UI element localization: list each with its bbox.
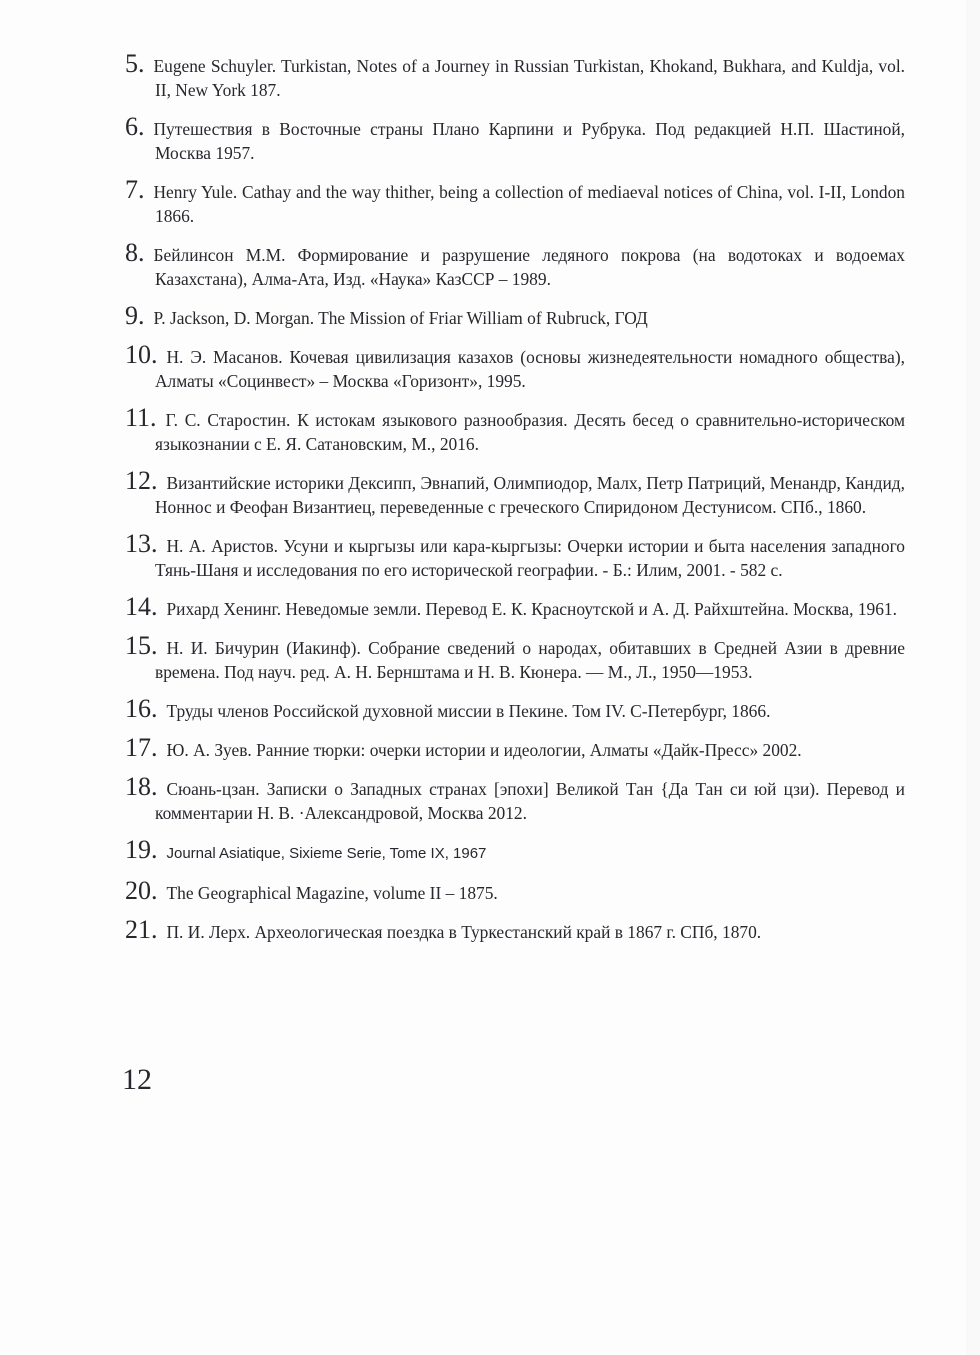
reference-text: Journal Asiatique, Sixieme Serie, Tome IX, 1967: [166, 845, 487, 862]
reference-number: 7.: [125, 175, 145, 204]
reference-text: Византийские историки Дексипп, Эвнапий, Олимпиодор, Малх, Петр Патриций, Менандр, Кандид, Ноннос и Феофан Византиец, переведенные с греческого Спиридоном Дестунисом. СПб., 1860.: [155, 473, 905, 517]
reference-text: Рихард Хенинг. Неведомые земли. Перевод Е. К. Красноутской и А. Д. Райхштейна. Москва, 1961.: [166, 599, 897, 619]
reference-item: [125, 876, 905, 905]
reference-item: [125, 403, 905, 456]
reference-number: 14.: [125, 592, 158, 621]
reference-number: 16.: [125, 694, 158, 723]
reference-text: П. И. Лерх. Археологическая поездка в Туркестанский край в 1867 г. СПб, 1870.: [166, 922, 762, 942]
reference-number: 18.: [125, 772, 158, 801]
reference-text: Бейлинсон М.М. Формирование и разрушение ледяного покрова (на водотоках и водоемах Казахстана), Алма-Ата, Изд. «Наука» КазССР – 1989.: [153, 245, 905, 289]
reference-number: 20.: [125, 876, 158, 905]
reference-number: 5.: [125, 49, 145, 78]
reference-item: [125, 175, 905, 228]
reference-text: Путешествия в Восточные страны Плано Карпини и Рубрука. Под редакцией Н.П. Шастиной, Москва 1957.: [153, 119, 905, 163]
reference-text: Н. И. Бичурин (Иакинф). Собрание сведений о народах, обитавших в Средней Азии в древние времена. Под науч. ред. А. Н. Бернштама и Н. В. Кюнера. — М., Л., 1950—1953.: [155, 638, 905, 682]
reference-item: [125, 772, 905, 825]
reference-item: [125, 694, 905, 723]
reference-text: Г. С. Старостин. К истокам языкового разнообразия. Десять бесед о сравнительно-историческом языкознании с Е. Я. Сатановским, М., 2016.: [155, 410, 905, 454]
reference-number: 9.: [125, 301, 145, 330]
reference-text: P. Jackson, D. Morgan. The Mission of Friar William of Rubruck, ГОД: [153, 308, 648, 328]
reference-item: [125, 49, 905, 102]
reference-text: The Geographical Magazine, volume II – 1875.: [166, 883, 498, 903]
reference-item: [125, 592, 905, 621]
reference-number: 21.: [125, 915, 158, 944]
reference-text: Eugene Schuyler. Turkistan, Notes of a Journey in Russian Turkistan, Khokand, Bukhara, and Kuldja, vol. II, New York 187.: [153, 56, 905, 100]
reference-item: [125, 301, 905, 330]
reference-item: [125, 529, 905, 582]
reference-text: Ю. А. Зуев. Ранние тюрки: очерки истории и идеологии, Алматы «Дайк-Пресс» 2002.: [166, 740, 802, 760]
page-number: 12: [122, 1063, 152, 1096]
reference-number: 12.: [125, 466, 158, 495]
reference-text: Н. Э. Масанов. Кочевая цивилизация казахов (основы жизнедеятельности номадного общества), Алматы «Социнвест» – Москва «Горизонт», 1995.: [155, 347, 905, 391]
reference-number: 11.: [125, 403, 157, 432]
reference-text: Труды членов Российской духовной миссии в Пекине. Том IV. С-Петербург, 1866.: [166, 701, 771, 721]
reference-number: 15.: [125, 631, 158, 660]
reference-number: 17.: [125, 733, 158, 762]
reference-item: [125, 733, 905, 762]
reference-number: 6.: [125, 112, 145, 141]
reference-text: Н. А. Аристов. Усуни и кыргызы или кара-кыргызы: Очерки истории и быта населения западного Тянь-Шаня и исследования по его исторической географии. - Б.: Илим, 2001. - 582 с.: [155, 536, 905, 580]
reference-item: [125, 112, 905, 165]
reference-item: [125, 835, 905, 866]
reference-item: [125, 631, 905, 684]
reference-item: [125, 466, 905, 519]
reference-text: Henry Yule. Cathay and the way thither, being a collection of mediaeval notices of China, vol. I-II, London 1866.: [153, 182, 905, 226]
reference-number: 8.: [125, 238, 145, 267]
reference-item: [125, 340, 905, 393]
reference-item: [125, 238, 905, 291]
reference-text: Сюань-цзан. Записки о Западных странах [эпохи] Великой Тан {Да Тан си юй цзи). Перевод и комментарии Н. В. ·Александровой, Москва 2012.: [155, 779, 905, 823]
reference-number: 19.: [125, 835, 158, 864]
reference-number: 10.: [125, 340, 158, 369]
reference-number: 13.: [125, 529, 158, 558]
reference-item: [125, 915, 905, 944]
